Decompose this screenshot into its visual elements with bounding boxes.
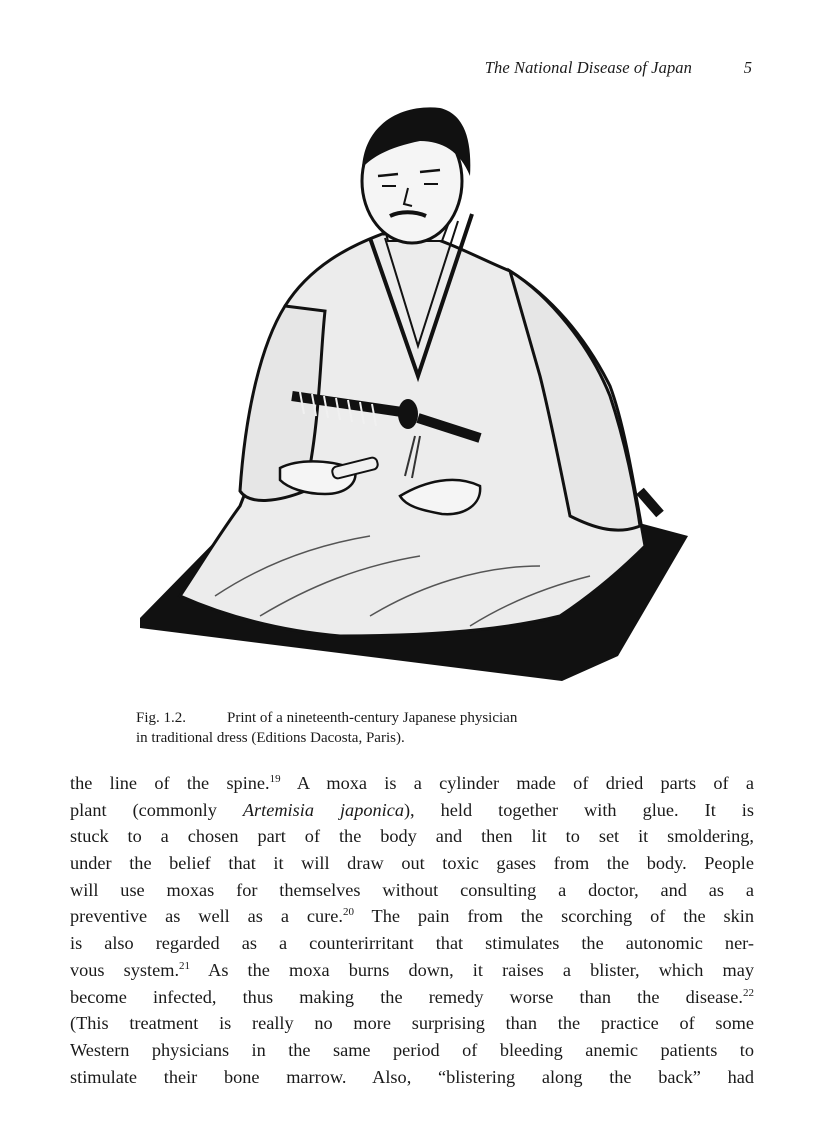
text-run: Western physicians in the same period of bleeding anemic patients to xyxy=(70,1039,754,1060)
text-run: under the belief that it will draw out toxic gases from the body. People xyxy=(70,853,754,874)
italic-term: Artemisia japonica xyxy=(242,799,404,820)
running-title: The National Disease of Japan xyxy=(484,58,692,77)
footnote-ref: 20 xyxy=(342,906,354,919)
text-run: The pain from the scorching of the skin xyxy=(353,906,755,927)
body-paragraph xyxy=(70,770,754,1090)
text-line xyxy=(70,877,754,904)
text-run: As the moxa burns down, it raises a blister, which may xyxy=(190,959,754,980)
text-line xyxy=(70,770,754,797)
text-line xyxy=(70,1010,754,1037)
text-line xyxy=(70,1064,754,1091)
text-run: is also regarded as a counterirritant that stimulates the autonomic ner- xyxy=(70,933,754,954)
text-line xyxy=(70,850,754,877)
text-run: stuck to a chosen part of the body and then lit to set it smoldering, xyxy=(70,826,754,847)
caption-line-2: in traditional dress (Editions Dacosta, Paris). xyxy=(136,730,405,746)
text-line xyxy=(70,903,754,930)
scabbard-tip xyxy=(640,491,660,514)
text-run: become infected, thus making the remedy worse than the disease. xyxy=(70,986,743,1007)
text-run: vous system. xyxy=(70,959,180,980)
text-line xyxy=(70,930,754,957)
text-line xyxy=(70,984,754,1011)
page-number: 5 xyxy=(743,58,752,77)
text-run: will use moxas for themselves without consulting a doctor, and as a xyxy=(70,879,754,900)
text-line xyxy=(70,797,754,824)
physician-print xyxy=(120,96,710,692)
text-run: A moxa is a cylinder made of dried parts of a xyxy=(280,773,754,793)
text-run: plant (commonly xyxy=(70,799,243,820)
text-run: (This treatment is really no more surprising than the practice of some xyxy=(70,1013,754,1034)
figure-caption xyxy=(136,708,716,748)
text-run: stimulate their bone marrow. Also, “blistering along the back” had xyxy=(70,1066,754,1087)
caption-line-1 xyxy=(136,708,716,728)
figure-illustration xyxy=(120,96,710,692)
figure-label: Fig. 1.2. xyxy=(136,710,187,726)
text-run: preventive as well as a cure. xyxy=(70,906,343,927)
text-run: the line of the spine. xyxy=(70,773,270,793)
sword-guard xyxy=(398,399,418,429)
caption-text-1: Print of a nineteenth-century Japanese physician xyxy=(227,710,518,726)
footnote-ref: 19 xyxy=(269,773,281,785)
footnote-ref: 22 xyxy=(743,986,754,999)
text-run: ), held together with glue. It is xyxy=(403,799,755,820)
running-head xyxy=(0,58,816,82)
text-line xyxy=(70,957,754,984)
footnote-ref: 21 xyxy=(179,959,191,972)
text-line xyxy=(70,1037,754,1064)
text-line xyxy=(70,823,754,850)
